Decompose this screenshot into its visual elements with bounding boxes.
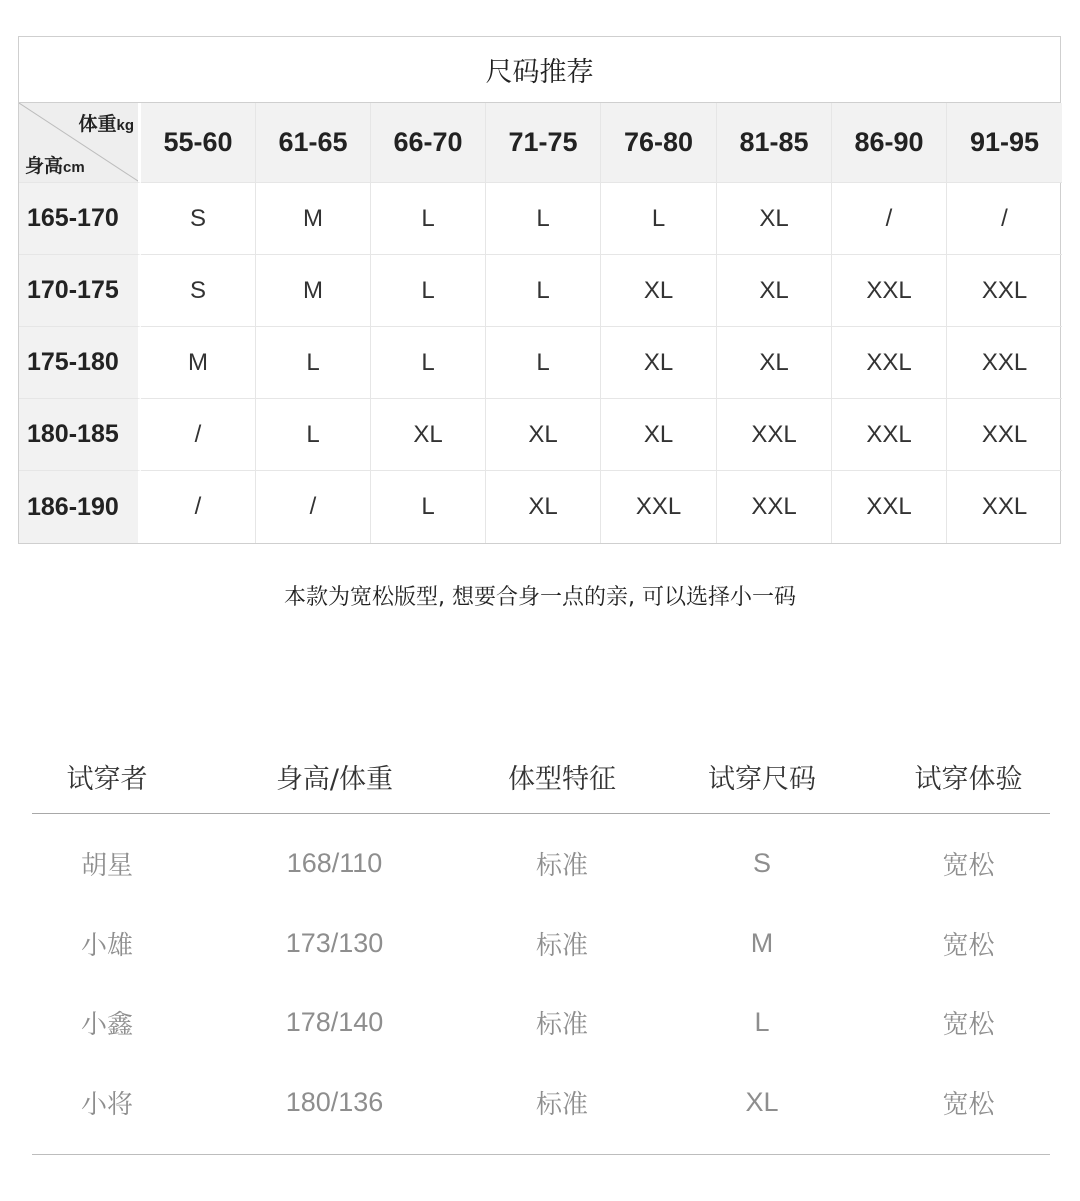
size-chart-title: 尺码推荐 [19,37,1060,103]
height-label: 身高cm [25,156,85,177]
fit-experience: 宽松 [942,851,995,882]
size-cell: L [371,255,486,327]
tried-size: XL [745,1086,779,1117]
size-cell: M [256,255,371,327]
size-cell: / [256,471,371,543]
table-row [32,983,1050,1063]
height-weight: 168/110 [286,848,383,879]
fit-experience: 宽松 [942,1010,995,1041]
tester-name: 胡星 [80,851,133,882]
weight-range: 61-65 [256,103,371,183]
fit-experience: 宽松 [942,1089,995,1120]
size-cell: L [486,327,601,399]
size-cell: XL [717,327,832,399]
weight-range: 55-60 [141,103,256,183]
tryon-header-row [32,740,1050,814]
size-cell: XXL [832,327,947,399]
body-type: 标准 [535,930,588,961]
height-weight: 178/140 [285,1007,384,1038]
tried-size: S [752,848,771,879]
size-cell: L [371,471,486,543]
size-cell: L [371,327,486,399]
height-range: 180-185 [19,399,141,471]
table-row [32,904,1050,984]
size-row [19,471,1060,543]
size-row [19,327,1060,399]
weight-range: 71-75 [486,103,601,183]
size-cell: / [141,471,256,543]
size-cell: XXL [717,471,832,543]
size-recommendation-table [18,36,1061,544]
size-cell: XXL [832,471,947,543]
weight-label: 体重kg [78,114,134,135]
size-cell: / [947,183,1062,255]
header-tester: 试穿者 [66,764,148,795]
size-cell: XL [601,255,717,327]
size-cell: XXL [981,493,1028,520]
size-cell: XXL [717,399,832,471]
size-cell: S [141,183,256,255]
body-type: 标准 [535,1089,588,1120]
body-type: 标准 [535,1010,588,1041]
size-cell: XXL [832,255,947,327]
table-row [32,824,1050,904]
header-body-type: 体型特征 [508,764,616,795]
height-range: 170-175 [19,255,141,327]
height-weight: 180/136 [285,1086,384,1117]
tester-name: 小将 [80,1089,133,1120]
size-cell: XL [601,327,717,399]
weight-range: 76-80 [601,103,717,183]
header-height-weight: 身高/体重 [275,764,394,795]
weight-range: 66-70 [371,103,486,183]
size-cell: XXL [947,255,1062,327]
weight-range: 91-95 [947,103,1062,183]
weight-range: 81-85 [717,103,832,183]
size-cell: L [486,255,601,327]
size-cell: XL [486,399,601,471]
size-cell: XL [717,183,832,255]
weight-range: 86-90 [832,103,947,183]
size-cell: / [141,399,256,471]
size-cell: L [486,183,601,255]
header-fit-experience: 试穿体验 [914,764,1023,795]
height-range: 186-190 [19,471,141,543]
size-cell: M [141,327,256,399]
tried-size: M [750,927,774,958]
size-cell: / [832,183,947,255]
fit-experience: 宽松 [942,930,995,961]
tester-name: 小雄 [80,930,133,961]
size-cell: XXL [947,399,1062,471]
tryon-body [32,814,1050,1155]
corner-header [19,103,141,183]
body-type: 标准 [535,851,588,882]
height-range: 165-170 [19,183,141,255]
header-tried-size: 试穿尺码 [708,764,816,795]
size-cell: XL [717,255,832,327]
tryon-table [32,740,1050,1155]
size-cell: XXL [832,399,947,471]
tried-size: L [754,1007,770,1038]
size-cell: M [256,183,371,255]
height-weight: 173/130 [285,927,384,958]
size-row [19,255,1060,327]
size-cell: S [141,255,256,327]
size-cell: L [256,327,371,399]
size-cell: XL [601,399,717,471]
size-cell: XXL [947,327,1062,399]
size-cell: XXL [601,471,717,543]
size-row [19,183,1060,255]
size-cell: XL [486,471,601,543]
height-range: 175-180 [19,327,141,399]
fit-note: 本款为宽松版型, 想要合身一点的亲, 可以选择小一码 [284,585,796,610]
size-cell: XL [371,399,486,471]
size-cell: L [256,399,371,471]
tester-name: 小鑫 [80,1010,133,1041]
size-row [19,399,1060,471]
table-row [32,1063,1050,1143]
size-cell: L [601,183,717,255]
weight-header-row [19,103,1060,183]
size-cell: L [371,183,486,255]
